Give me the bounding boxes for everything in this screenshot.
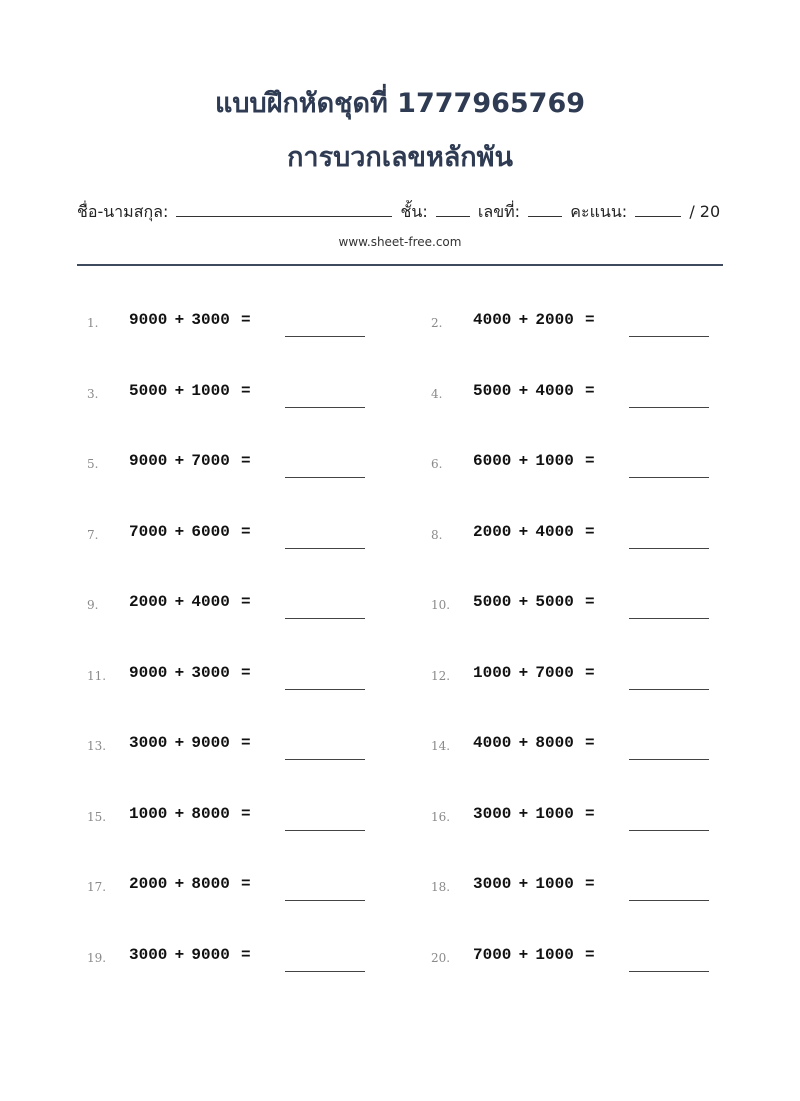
problem-expression [129,311,258,329]
equals-sign: = [241,452,251,470]
problem-item [87,794,387,824]
problem-expression [473,452,602,470]
number-label: เลขที่: [477,202,521,221]
equals-sign: = [241,875,251,893]
plus-sign: + [174,663,185,682]
addend-a: 6000 [473,452,512,470]
addend-b: 5000 [535,593,574,611]
addend-b: 1000 [535,875,574,893]
problem-item [87,864,387,894]
equals-sign: = [241,804,251,823]
page-title: แบบฝึกหัดชุดที่ 1777965769 [214,88,586,119]
equals-sign: = [241,381,251,400]
problem-number: 15. [87,809,107,824]
addend-b: 8000 [191,875,230,893]
answer-blank[interactable] [629,971,709,972]
addend-a: 5000 [473,381,512,400]
problem-expression [473,382,602,400]
answer-blank[interactable] [285,336,365,337]
addend-b: 9000 [191,945,230,964]
problem-item [431,653,731,683]
addend-a: 9000 [129,663,168,682]
problem-expression [129,664,258,682]
equals-sign: = [241,593,251,611]
problem-item [87,512,387,542]
problem-expression [473,946,602,964]
addend-b: 4000 [191,593,230,611]
addend-a: 1000 [473,663,512,682]
problem-expression [473,593,602,611]
addend-b: 7000 [535,663,574,682]
answer-blank[interactable] [629,689,709,690]
problem-expression [129,452,258,470]
addend-b: 7000 [191,452,230,470]
answer-blank[interactable] [285,689,365,690]
problem-number: 19. [87,950,107,965]
problem-expression [473,734,602,752]
answer-blank[interactable] [285,971,365,972]
answer-blank[interactable] [285,830,365,831]
plus-sign: + [174,734,185,752]
plus-sign: + [518,804,529,823]
answer-blank[interactable] [285,900,365,901]
problem-item [431,300,731,330]
plus-sign: + [174,593,185,611]
answer-blank[interactable] [629,407,709,408]
addend-b: 1000 [535,945,574,964]
problem-number: 17. [87,880,107,894]
plus-sign: + [518,875,529,893]
addend-a: 3000 [129,945,168,964]
addend-a: 9000 [129,311,168,329]
answer-blank[interactable] [285,407,365,408]
problem-expression [473,311,602,329]
problem-expression [129,593,258,611]
problem-number: 18. [431,880,451,894]
addend-b: 4000 [535,522,574,541]
equals-sign: = [585,311,595,329]
problem-expression [129,523,258,541]
answer-blank[interactable] [285,759,365,760]
problem-expression [129,734,258,752]
equals-sign: = [241,734,251,752]
problem-item [431,935,731,965]
problem-expression [129,805,258,823]
answer-blank[interactable] [285,477,365,478]
website-url: www.sheet-free.com [338,235,462,249]
plus-sign: + [174,945,185,964]
equals-sign: = [585,945,595,964]
addend-a: 2000 [129,875,168,893]
answer-blank[interactable] [285,548,365,549]
number-blank[interactable] [528,197,562,217]
answer-blank[interactable] [285,618,365,619]
problem-expression [129,946,258,964]
problem-expression [129,382,258,400]
class-blank[interactable] [436,197,470,217]
problem-item [431,794,731,824]
problem-item [87,582,387,612]
plus-sign: + [518,452,529,470]
name-label: ชื่อ-นามสกุล: [77,202,169,221]
problem-number: 8. [431,527,443,542]
addend-b: 9000 [191,734,230,752]
equals-sign: = [585,381,595,400]
problem-item [87,441,387,471]
problem-item [87,371,387,401]
score-total: / 20 [689,202,721,221]
problem-number: 12. [431,668,451,683]
addend-a: 7000 [129,522,168,541]
plus-sign: + [174,311,185,329]
problem-item [87,653,387,683]
score-blank[interactable] [635,197,681,217]
addend-a: 2000 [473,522,512,541]
plus-sign: + [174,804,185,823]
addend-a: 2000 [129,593,168,611]
page-subtitle: การบวกเลขหลักพัน [287,142,513,173]
answer-blank[interactable] [629,830,709,831]
problem-item [87,300,387,330]
problem-number: 13. [87,739,107,753]
problem-item [431,441,731,471]
answer-blank[interactable] [629,900,709,901]
answer-blank[interactable] [629,618,709,619]
addend-a: 5000 [473,593,512,611]
addend-b: 3000 [191,311,230,329]
addend-b: 3000 [191,663,230,682]
name-blank[interactable] [176,197,392,217]
equals-sign: = [241,311,251,329]
problem-number: 5. [87,457,99,471]
problem-expression [473,805,602,823]
answer-blank[interactable] [629,759,709,760]
equals-sign: = [241,663,251,682]
problem-item [431,512,731,542]
plus-sign: + [174,381,185,400]
class-label: ชั้น: [400,202,428,221]
problem-item [431,582,731,612]
addend-a: 1000 [129,804,168,823]
addend-a: 5000 [129,381,168,400]
student-info-line [77,197,723,226]
plus-sign: + [174,452,185,470]
problem-item [431,864,731,894]
problem-number: 10. [431,598,451,612]
problem-item [431,371,731,401]
addend-a: 9000 [129,452,168,470]
problem-item [87,723,387,753]
equals-sign: = [585,804,595,823]
plus-sign: + [518,593,529,611]
addend-b: 1000 [535,452,574,470]
problem-expression [473,664,602,682]
problem-number: 7. [87,527,99,542]
problem-number: 4. [431,386,443,401]
problem-expression [129,875,258,893]
plus-sign: + [518,522,529,541]
addend-a: 4000 [473,734,512,752]
problem-item [87,935,387,965]
answer-blank[interactable] [629,336,709,337]
plus-sign: + [518,945,529,964]
plus-sign: + [174,522,185,541]
addend-a: 4000 [473,311,512,329]
equals-sign: = [585,452,595,470]
score-label: คะแนน: [570,202,628,221]
addend-b: 8000 [191,804,230,823]
header-divider [77,264,723,266]
addend-b: 4000 [535,381,574,400]
plus-sign: + [518,311,529,329]
addend-a: 3000 [473,804,512,823]
addend-b: 1000 [535,804,574,823]
addend-b: 1000 [191,381,230,400]
addend-b: 6000 [191,522,230,541]
plus-sign: + [518,381,529,400]
equals-sign: = [241,945,251,964]
addend-a: 7000 [473,945,512,964]
answer-blank[interactable] [629,548,709,549]
equals-sign: = [585,593,595,611]
problem-number: 14. [431,739,451,753]
addend-a: 3000 [129,734,168,752]
problem-number: 2. [431,316,443,330]
problem-number: 3. [87,386,99,401]
problem-expression [473,523,602,541]
addend-a: 3000 [473,875,512,893]
problem-number: 16. [431,809,451,824]
answer-blank[interactable] [629,477,709,478]
plus-sign: + [518,734,529,752]
problem-item [431,723,731,753]
equals-sign: = [241,522,251,541]
equals-sign: = [585,522,595,541]
problem-number: 6. [431,457,443,471]
problem-number: 9. [87,598,99,612]
equals-sign: = [585,734,595,752]
addend-b: 2000 [535,311,574,329]
problem-number: 1. [87,316,99,330]
problem-number: 11. [87,668,107,683]
problem-number: 20. [431,950,451,965]
addend-b: 8000 [535,734,574,752]
equals-sign: = [585,663,595,682]
plus-sign: + [518,663,529,682]
equals-sign: = [585,875,595,893]
problem-expression [473,875,602,893]
plus-sign: + [174,875,185,893]
